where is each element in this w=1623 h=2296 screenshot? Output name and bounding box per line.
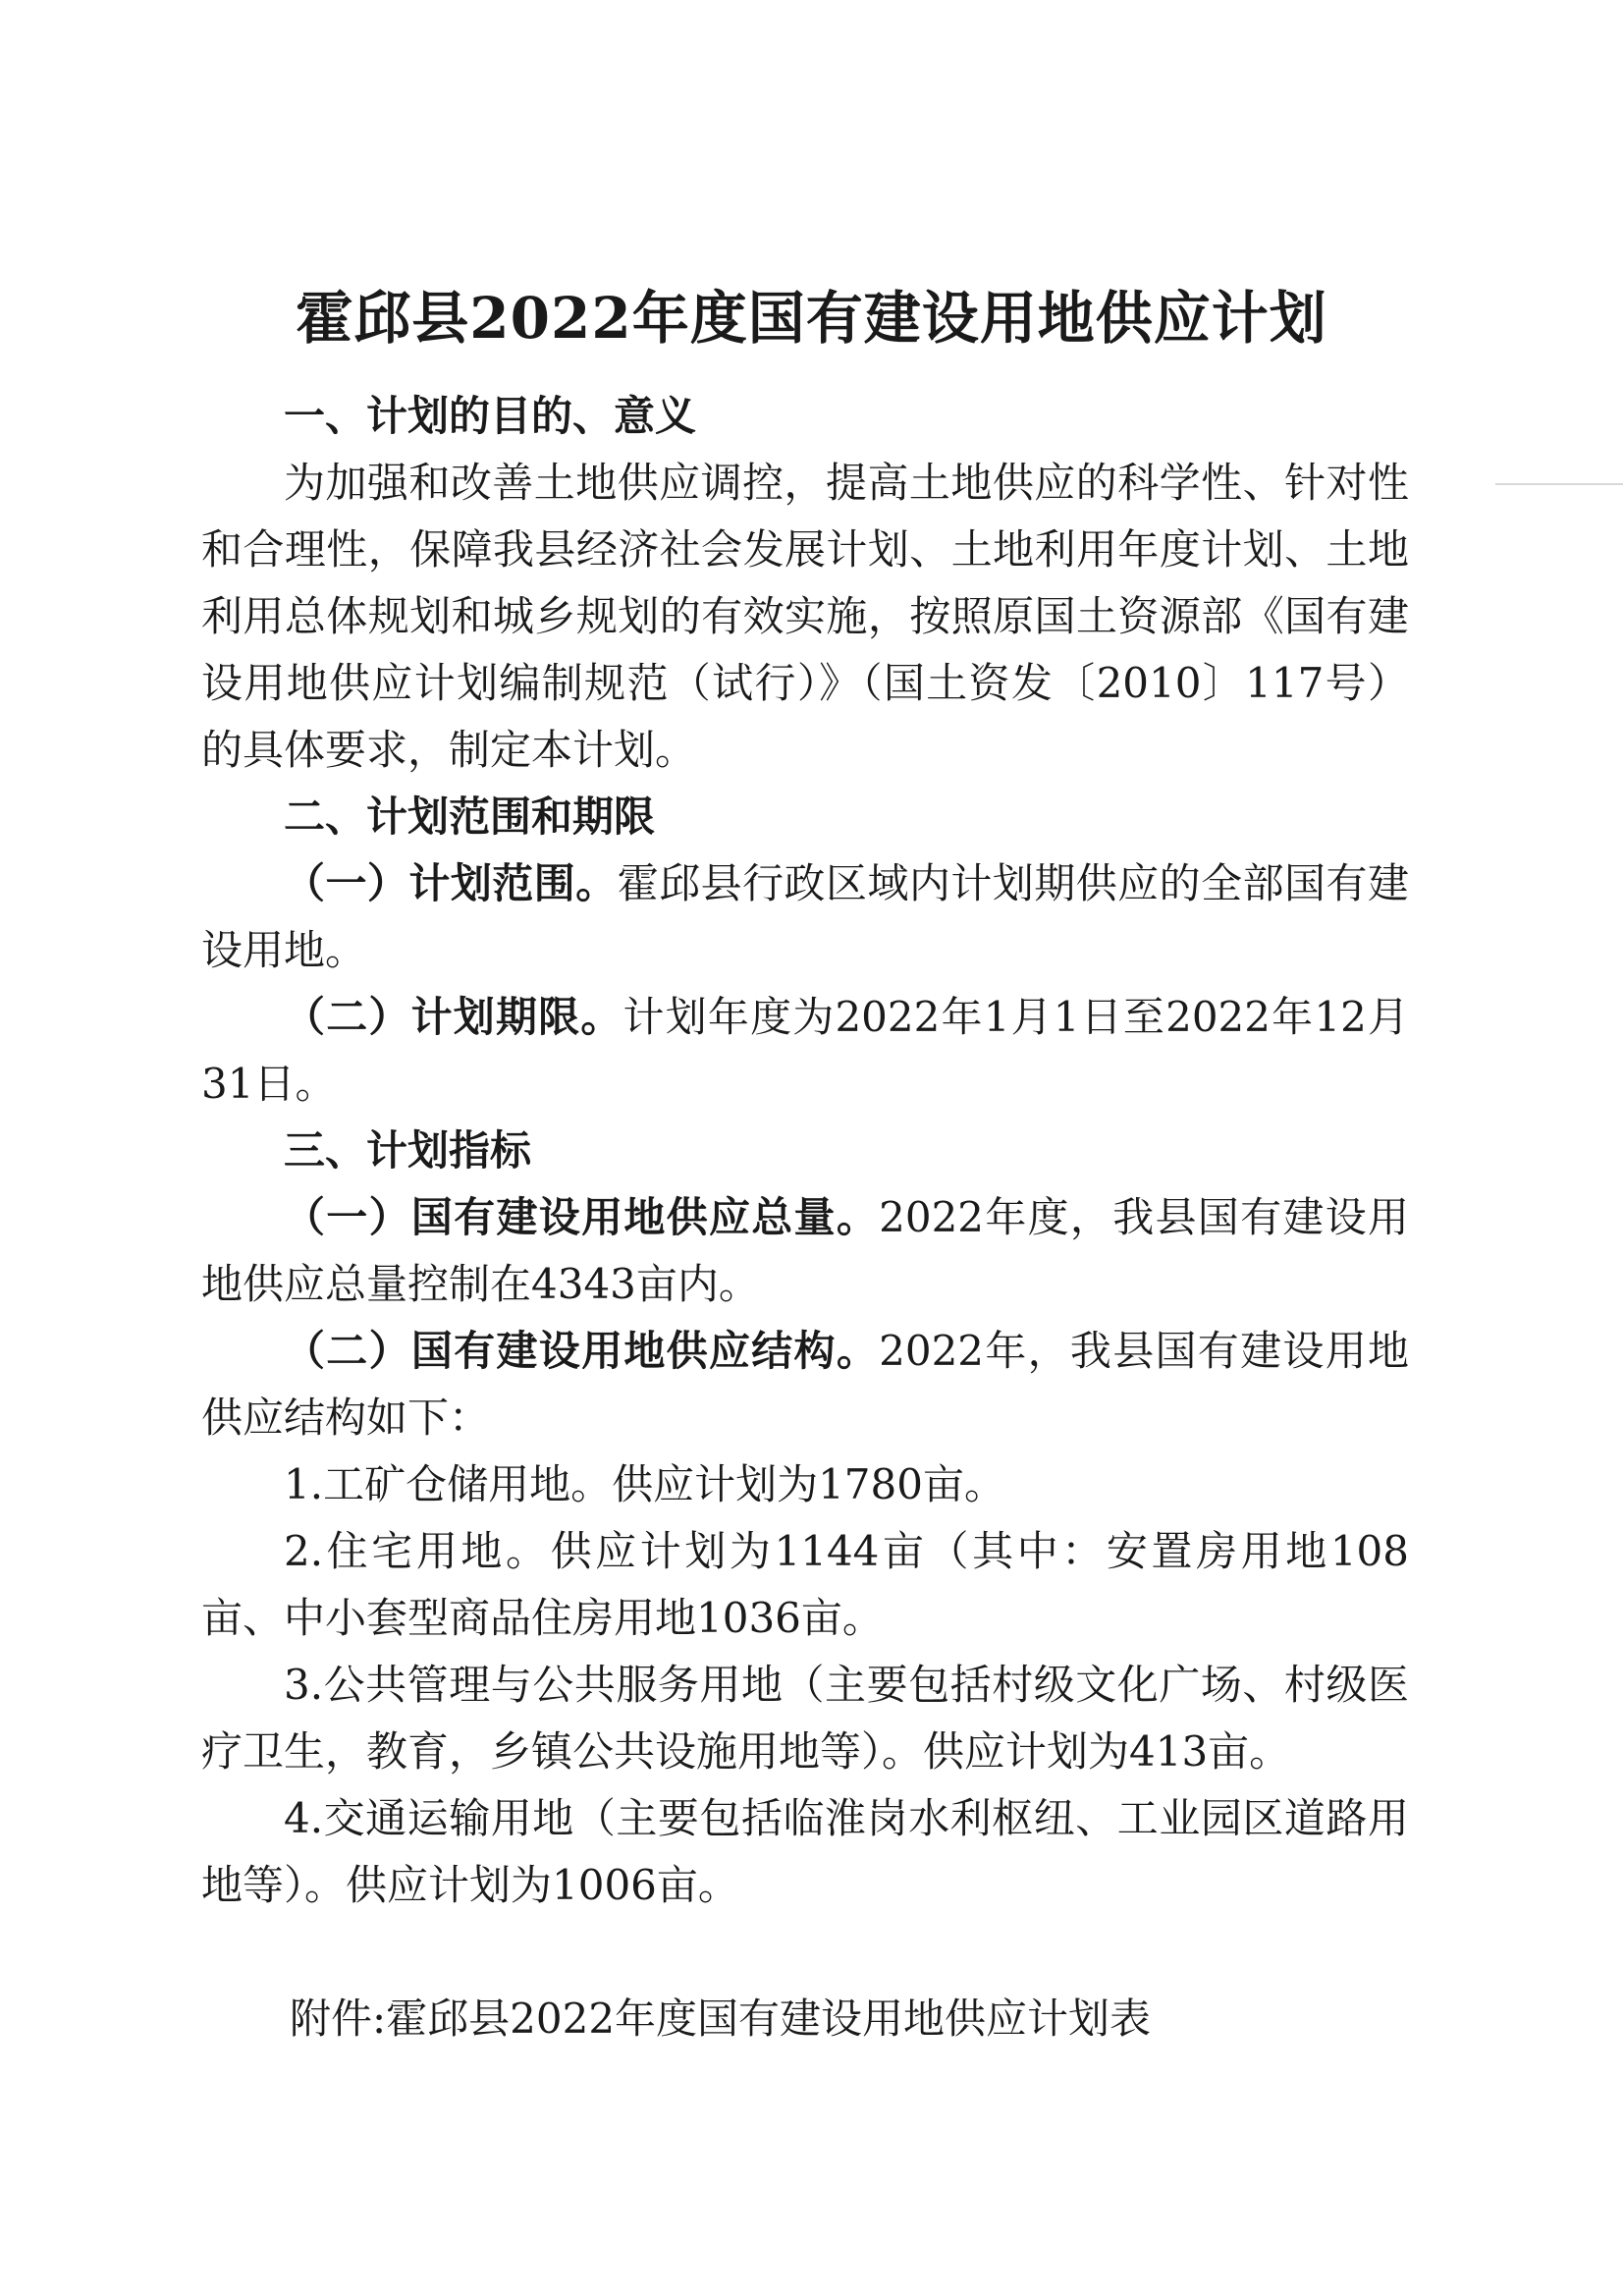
supply-structure-lead: （二）国有建设用地供应结构。 bbox=[284, 1327, 880, 1375]
supply-structure-text: 2022年，我县国有建设用地供应结构如下： bbox=[201, 1327, 1409, 1442]
document-body bbox=[201, 383, 1409, 2052]
scope-paragraph bbox=[201, 850, 1409, 984]
total-supply-text: 2022年度，我县国有建设用地供应总量控制在4343亩内。 bbox=[201, 1193, 1409, 1308]
period-paragraph bbox=[201, 984, 1409, 1118]
list-item-public-service-land: 3.公共管理与公共服务用地（主要包括村级文化广场、村级医疗卫生，教育，乡镇公共设施用地等）。供应计划为413亩。 bbox=[201, 1661, 1409, 1776]
attachment-note: 附件:霍邱县2022年度国有建设用地供应计划表 bbox=[290, 1995, 1152, 2043]
section-heading-purpose: 一、计划的目的、意义 bbox=[284, 392, 697, 440]
period-lead: （二）计划期限。 bbox=[284, 993, 623, 1041]
supply-structure-paragraph bbox=[201, 1318, 1409, 1451]
total-supply-paragraph bbox=[201, 1184, 1409, 1318]
document-title: 霍邱县2022年度国有建设用地供应计划 bbox=[296, 284, 1327, 352]
list-item-residential-land: 2.住宅用地。供应计划为1144亩（其中：安置房用地108亩、中小套型商品住房用地1036亩。 bbox=[201, 1527, 1409, 1642]
purpose-paragraph: 为加强和改善土地供应调控，提高土地供应的科学性、针对性和合理性，保障我县经济社会发展计划、土地利用年度计划、土地利用总体规划和城乡规划的有效实施，按照原国土资源部《国有建设用地供应计划编制规范（试行）》（国土资发〔2010〕117号）的具体要求，制定本计划。 bbox=[201, 459, 1409, 774]
section-heading-indicators: 三、计划指标 bbox=[284, 1126, 532, 1175]
period-text: 计划年度为2022年1月1日至2022年12月31日。 bbox=[201, 993, 1409, 1108]
total-supply-lead: （一）国有建设用地供应总量。 bbox=[284, 1193, 880, 1241]
section-heading-scope-period: 二、计划范围和期限 bbox=[284, 793, 656, 841]
spacer bbox=[201, 1919, 1409, 1986]
scope-lead: （一）计划范围。 bbox=[284, 859, 618, 907]
list-item-transport-land: 4.交通运输用地（主要包括临淮岗水利枢纽、工业园区道路用地等）。供应计划为1006亩。 bbox=[201, 1794, 1409, 1909]
scan-artifact-line bbox=[1495, 483, 1623, 485]
list-item-industrial-land: 1.工矿仓储用地。供应计划为1780亩。 bbox=[284, 1460, 1005, 1508]
scope-text: 霍邱县行政区域内计划期供应的全部国有建设用地。 bbox=[201, 859, 1409, 974]
